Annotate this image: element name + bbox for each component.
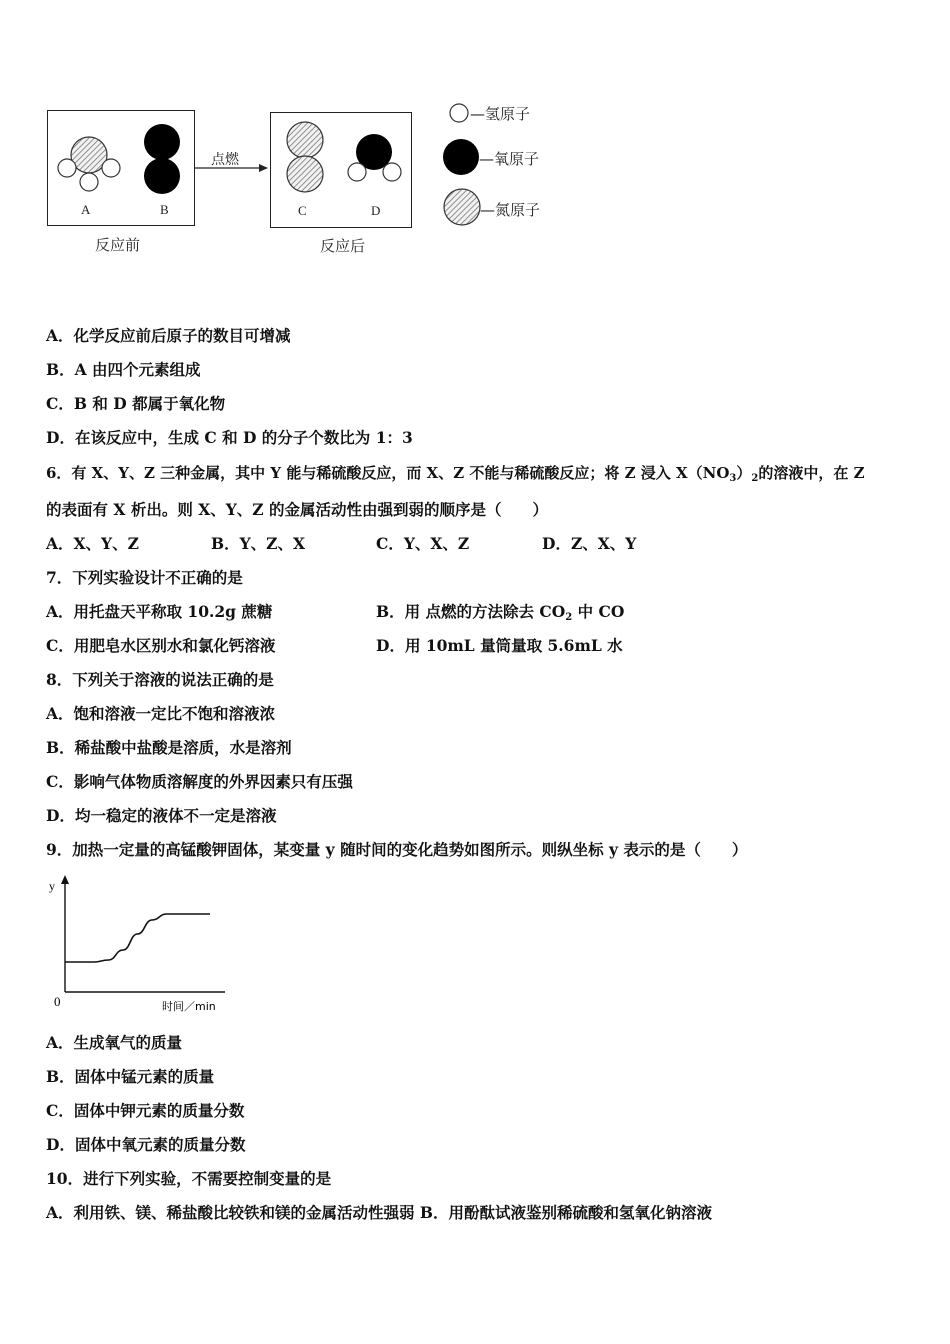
molecule-drawing bbox=[0, 0, 600, 260]
q9-option-c: C．固体中钾元素的质量分数 bbox=[46, 1101, 245, 1120]
q5-option-a: A．化学反应前后原子的数目可增减 bbox=[46, 326, 291, 345]
q5-option-d: D．在该反应中，生成 C 和 D 的分子个数比为 1：3 bbox=[46, 428, 413, 447]
legend-oxygen: —氧原子 bbox=[479, 150, 540, 168]
q6-option-c: C．Y、X、Z bbox=[376, 534, 470, 553]
series-line bbox=[65, 914, 210, 962]
q9-option-d: D．固体中氧元素的质量分数 bbox=[46, 1135, 246, 1154]
q9-chart bbox=[40, 872, 240, 1017]
q5-option-c: C．B 和 D 都属于氧化物 bbox=[46, 394, 226, 413]
legend-hydrogen-icon bbox=[450, 104, 468, 122]
legend-hydrogen: —氢原子 bbox=[470, 105, 531, 123]
q7-option-a: A．用托盘天平称取 10.2g 蔗糖 bbox=[46, 602, 273, 621]
label-c: C bbox=[298, 203, 307, 218]
q9-stem: 9．加热一定量的高锰酸钾固体，某变量 y 随时间的变化趋势如图所示。则纵坐标 y 表示的是（ ） bbox=[46, 840, 748, 859]
q6-stem-line1: 6．有 X、Y、Z 三种金属，其中 Y 能与稀硫酸反应，而 X、Z 不能与稀硫酸反应；将 Z 浸入 $X(NO_3)_2$的溶液中，在 Z bbox=[46, 464, 865, 484]
q5-option-b: B．A 由四个元素组成 bbox=[46, 360, 201, 379]
molecule-c bbox=[287, 122, 323, 192]
before-caption: 反应前 bbox=[95, 236, 141, 254]
origin-label: 0 bbox=[54, 994, 61, 1009]
x-axis-label: 时间／min bbox=[162, 1000, 216, 1013]
q7-option-b: B．用 点燃的方法除去 $CO_2$ 中 CO bbox=[376, 602, 625, 623]
q9-option-a: A．生成氧气的质量 bbox=[46, 1033, 183, 1052]
after-caption: 反应后 bbox=[320, 237, 366, 255]
q7-option-d: D．用 10mL 量筒量取 5.6mL 水 bbox=[376, 636, 623, 655]
legend-oxygen-icon bbox=[443, 139, 479, 175]
molecule-d bbox=[348, 134, 401, 181]
q7-stem: 7．下列实验设计不正确的是 bbox=[46, 568, 243, 587]
q8-option-c: C．影响气体物质溶解度的外界因素只有压强 bbox=[46, 772, 353, 791]
label-d: D bbox=[371, 203, 381, 218]
q8-option-b: B．稀盐酸中盐酸是溶质，水是溶剂 bbox=[46, 738, 292, 757]
q9-option-b: B．固体中锰元素的质量 bbox=[46, 1067, 215, 1086]
legend-nitrogen-icon bbox=[444, 189, 480, 225]
q8-option-a: A．饱和溶液一定比不饱和溶液浓 bbox=[46, 704, 276, 723]
arrow-label: 点燃 bbox=[211, 152, 239, 168]
q10-stem: 10．进行下列实验，不需要控制变量的是 bbox=[46, 1169, 332, 1188]
q7-option-c: C．用肥皂水区别水和氯化钙溶液 bbox=[46, 636, 276, 655]
q8-option-d: D．均一稳定的液体不一定是溶液 bbox=[46, 806, 277, 825]
label-a: A bbox=[81, 202, 91, 217]
molecule-b bbox=[144, 124, 180, 194]
y-axis-arrow-icon bbox=[61, 875, 69, 884]
q6-option-d: D．Z、X、Y bbox=[542, 534, 637, 553]
y-axis-label: y bbox=[49, 879, 55, 893]
molecule-a bbox=[58, 137, 120, 191]
q8-stem: 8．下列关于溶液的说法正确的是 bbox=[46, 670, 274, 689]
q6-option-a: A．X、Y、Z bbox=[46, 534, 139, 553]
legend-nitrogen: —氮原子 bbox=[480, 201, 541, 219]
q6-stem-line2: 的表面有 X 析出。则 X、Y、Z 的金属活动性由强到弱的顺序是（ ） bbox=[46, 500, 549, 519]
q10-options-ab: A．利用铁、镁、稀盐酸比较铁和镁的金属活动性强弱 B．用酚酞试液鉴别稀硫酸和氢氧化钠溶液 bbox=[46, 1203, 713, 1222]
label-b: B bbox=[160, 202, 169, 217]
q6-option-b: B．Y、Z、X bbox=[211, 534, 306, 553]
